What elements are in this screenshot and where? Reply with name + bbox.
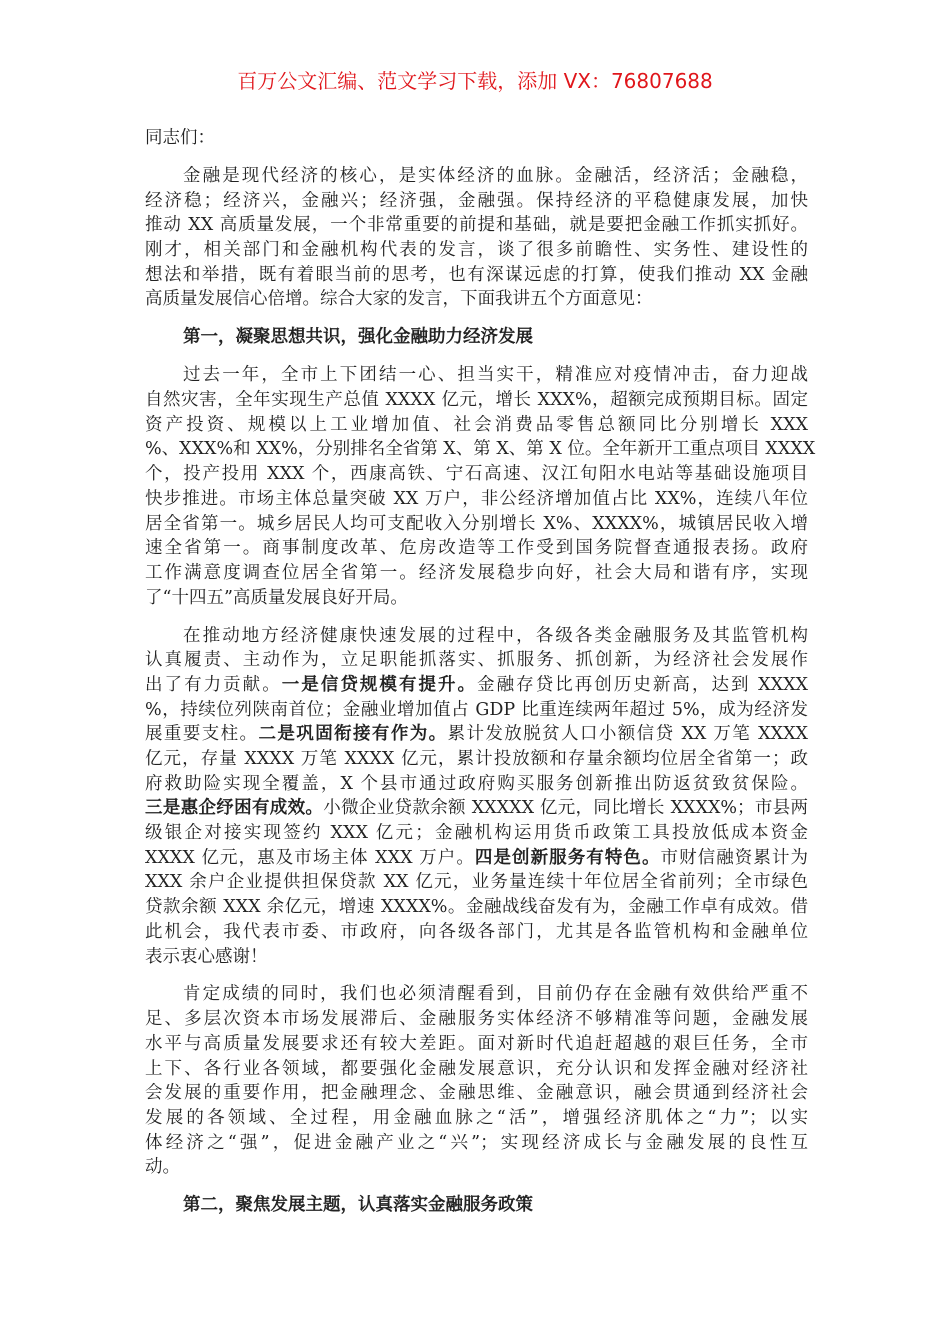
text-line: [145, 624, 808, 649]
paragraph: [145, 363, 816, 610]
text-line: [145, 1032, 808, 1057]
text: 金融存贷比再创历史新高，达到 XXXX: [477, 674, 809, 695]
text-line: [145, 462, 808, 487]
text: 资产投资、规模以上工业增加值、社会消费品零售总额同比分别增长 XXX: [145, 414, 808, 435]
text-line: [145, 413, 808, 438]
text-line: [145, 263, 808, 288]
document-body: [145, 126, 816, 1218]
text-line: [145, 673, 808, 698]
bold-text: 三是惠企纾困有成效。: [145, 798, 324, 819]
text: 动。: [145, 1157, 180, 1178]
text-line: [145, 325, 808, 350]
text: 累计发放脱贫人口小额信贷 XX 万笔 XXXX: [447, 724, 808, 745]
text: 经济稳；经济兴，金融兴；经济强，金融强。保持经济的平稳健康发展，加快: [145, 190, 808, 211]
text: 肯定成绩的同时，我们也必须清醒看到，目前仍存在金融有效供给严重不: [183, 984, 808, 1005]
text-line: [145, 437, 816, 462]
text: 高质量发展信心倍增。综合大家的发言，下面我讲五个方面意见：: [145, 289, 653, 310]
text: 小微企业贷款余额 XXXXX 亿元，同比增长 XXXX%；市县两: [323, 798, 808, 819]
text: XXX 余户企业提供担保贷款 XX 亿元，业务量连续十年位居全省前列；全市绿色: [145, 872, 808, 893]
text: XXXX 亿元，惠及市场主体 XXX 万户。: [145, 847, 475, 868]
bold-text: 一是信贷规模有提升。: [281, 674, 478, 695]
text: 个，投产投用 XXX 个，西康高铁、宁石高速、汉江旬阳水电站等基础设施项目: [145, 464, 808, 485]
text-line: [145, 1193, 808, 1218]
text: %、XXX%和 XX%，分别排名全省第 X、第 X、第 X 位。全年新开工重点项目 XXXX: [145, 439, 816, 460]
bold-text: 二是巩固衔接有作为。: [258, 724, 448, 745]
text-line: [145, 1155, 808, 1180]
text-line: [145, 487, 808, 512]
text-line: [145, 512, 808, 537]
text-line: [145, 920, 808, 945]
text-line: [145, 388, 808, 413]
text: 推动 XX 高质量发展，一个非常重要的前提和基础，就是要把金融工作抓实抓好。: [145, 215, 808, 236]
text: 居全省第一。城乡居民人均可支配收入分别增长 X%、XXXX%，城镇居民收入增: [145, 513, 808, 534]
paragraph: [145, 164, 808, 312]
text-line: [145, 821, 808, 846]
text-line: [145, 945, 808, 970]
text-line: [145, 287, 808, 312]
text-line: [145, 189, 808, 214]
text-line: [145, 586, 808, 611]
text-line: [145, 982, 808, 1007]
text-line: [145, 722, 808, 747]
text-line: [145, 747, 808, 772]
text: 了“十四五”高质量发展良好开局。: [145, 587, 408, 608]
salutation: [145, 126, 808, 151]
text: 级银企对接实现签约 XXX 亿元；金融机构运用货币政策工具投放低成本资金: [145, 823, 808, 844]
text-line: [145, 1106, 808, 1131]
bold-text: 第二，聚焦发展主题，认真落实金融服务政策: [183, 1195, 533, 1216]
text-line: [145, 1081, 808, 1106]
text: 在推动地方经济健康快速发展的过程中，各级各类金融服务及其监管机构: [183, 625, 808, 646]
text: %，持续位列陕南首位；金融业增加值占 GDP 比重连续两年超过 5%，成为经济发: [145, 699, 808, 720]
section-heading: [145, 1193, 808, 1218]
bold-text: 四是创新服务有特色。: [474, 847, 661, 868]
text: 上下、各行业各领域，都要强化金融发展意识，充分认识和发挥金融对经济社: [145, 1058, 808, 1079]
text: 速全省第一。商事制度改革、危房改造等工作受到国务院督查通报表扬。政府: [145, 538, 808, 559]
text: 足、多层次资本市场发展滞后、金融服务实体经济不够精准等问题，金融发展: [145, 1009, 808, 1030]
text-line: [145, 1007, 808, 1032]
text: 贷款余额 XXX 余亿元，增速 XXXX%。金融战线奋发有为，金融工作卓有成效。借: [145, 897, 808, 918]
text-line: [145, 648, 808, 673]
text-line: [145, 213, 808, 238]
text: 府救助险实现全覆盖，X 个县市通过政府购买服务创新推出防返贫致贫保险。: [145, 773, 808, 794]
text-line: [145, 126, 808, 151]
text: 出了有力贡献。: [145, 674, 282, 695]
bold-text: 第一，凝聚思想共识，强化金融助力经济发展: [183, 327, 533, 348]
text-line: [145, 536, 808, 561]
paragraph: [145, 624, 808, 970]
text: 体经济之“强”，促进金融产业之“兴”；实现经济成长与金融发展的良性互: [145, 1132, 808, 1153]
text: 会发展的重要作用，把金融理念、金融思维、金融意识，融会贯通到经济社会: [145, 1083, 808, 1104]
text-line: [145, 895, 808, 920]
text: 亿元，存量 XXXX 万笔 XXXX 亿元，累计投放额和存量余额均位居全省第一；政: [145, 749, 808, 769]
text-line: [145, 1131, 808, 1156]
text-line: [145, 796, 808, 821]
text-line: [145, 772, 808, 797]
text: 过去一年，全市上下团结一心、担当实干，精准应对疫情冲击，奋力迎战: [183, 365, 808, 386]
paragraph: [145, 982, 808, 1180]
text: 展重要支柱。: [145, 724, 259, 745]
text: 水平与高质量发展要求还有较大差距。面对新时代追赶超越的艰巨任务，全市: [145, 1033, 808, 1054]
text: 想法和举措，既有着眼当前的思考，也有深谋远虑的打算，使我们推动 XX 金融: [145, 264, 808, 285]
text-line: [145, 870, 808, 895]
text-line: [145, 698, 808, 723]
text: 金融是现代经济的核心，是实体经济的血脉。金融活，经济活；金融稳，: [183, 165, 808, 186]
text: 工作满意度调查位居全省第一。经济发展稳步向好，社会大局和谐有序，实现: [145, 562, 808, 583]
text: 同志们：: [145, 128, 215, 148]
watermark-banner: 百万公文汇编、范文学习下载，添加 VX：76807688: [237, 69, 713, 93]
text: 认真履责、主动作为，立足职能抓落实、抓服务、抓创新，为经济社会发展作: [145, 650, 808, 671]
text: 刚才，相关部门和金融机构代表的发言，谈了很多前瞻性、实务性、建设性的: [145, 240, 808, 261]
text-line: [145, 846, 808, 871]
text: 自然灾害，全年实现生产总值 XXXX 亿元，增长 XXX%，超额完成预期目标。固定: [145, 390, 808, 411]
text: 发展的各领域、全过程，用金融血脉之“活”，增强经济肌体之“力”；以实: [145, 1107, 808, 1128]
text-line: [145, 363, 808, 388]
text: 表示衷心感谢！: [145, 946, 268, 967]
text-line: [145, 561, 808, 586]
text: 市财信融资累计为: [660, 847, 809, 868]
text: 此机会，我代表市委、市政府，向各级各部门，尤其是各监管机构和金融单位: [145, 921, 808, 942]
text-line: [145, 1057, 808, 1082]
text-line: [145, 238, 808, 263]
text-line: [145, 164, 808, 189]
text: 快步推进。市场主体总量突破 XX 万户，非公经济增加值占比 XX%，连续八年位: [145, 488, 808, 509]
section-heading: [145, 325, 808, 350]
